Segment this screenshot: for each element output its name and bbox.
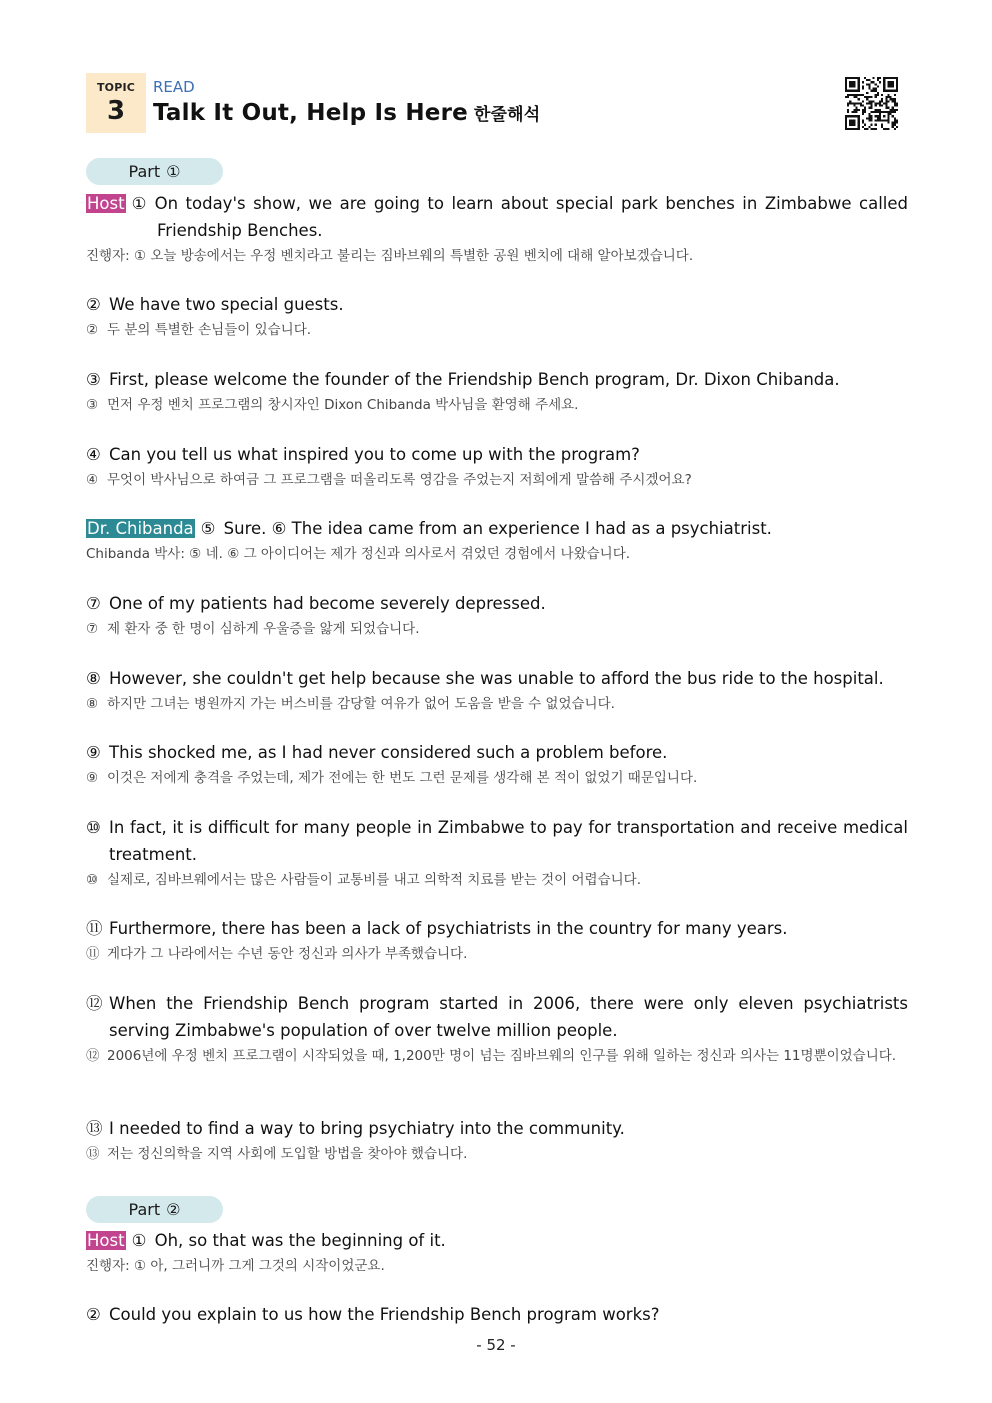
sentence-2-2 [86, 1301, 908, 1328]
qr-code-icon[interactable] [845, 77, 898, 130]
sentence-number: ⑩ [86, 818, 101, 837]
sentence-text: Furthermore, there has been a lack of psychiatrists in the country for many years. [109, 919, 788, 938]
translation-number: ⑦ [86, 621, 99, 637]
sentence-text: We have two special guests. [109, 295, 344, 314]
translation-number: ⑩ [86, 872, 99, 888]
translation-number: ④ [86, 472, 99, 488]
page-number: - 52 - [476, 1336, 516, 1354]
sentence-en [86, 739, 908, 766]
speaker-tag-doctor: Dr. Chibanda [87, 519, 194, 538]
sentence-number: ⑧ [86, 669, 101, 688]
sentence-en [86, 441, 908, 468]
sentence-translation [86, 766, 908, 790]
sentence-text: Can you tell us what inspired you to come up with the program? [109, 445, 640, 464]
sentence-number: ③ [86, 370, 101, 389]
part-2-label: Part [128, 1200, 161, 1219]
sentence-1-13 [86, 1115, 908, 1166]
translation-number: ② [86, 322, 99, 338]
sentence-number: ⑪ [86, 919, 103, 938]
part-1-label: Part [128, 162, 161, 181]
topic-number: 3 [106, 96, 126, 126]
sentence-1-7 [86, 590, 908, 641]
sentence-translation [86, 393, 908, 417]
translation-text: 실제로, 짐바브웨에서는 많은 사람들이 교통비를 내고 의학적 치료를 받는 것이 어렵습니다. [107, 872, 642, 888]
sentence-text: On today's show, we are going to learn about special park benches in Zimbabwe called Friendship Benches. [154, 194, 908, 240]
sentence-en [86, 1115, 908, 1142]
sentence-translation [86, 1044, 908, 1068]
sentence-translation: 진행자: ① 아, 그러니까 그게 그것의 시작이었군요. [86, 1258, 385, 1274]
sentence-1-9 [86, 739, 908, 790]
translation-text: 하지만 그녀는 병원까지 가는 버스비를 감당할 여유가 없어 도움을 받을 수 없었습니다. [107, 696, 615, 712]
sentence-en [86, 590, 908, 617]
sentence-1-10 [86, 814, 908, 892]
sentence-translation [86, 318, 908, 342]
topic-badge [86, 73, 146, 133]
part-2-marker: ② [166, 1200, 181, 1219]
sentence-number: ⑬ [86, 1119, 103, 1138]
sentence-1-11 [86, 915, 908, 966]
sentence-en [86, 665, 908, 692]
sentence-translation [86, 617, 908, 641]
translation-text: 무엇이 박사님으로 하여금 그 프로그램을 떠올리도록 영감을 주었는지 저희에게 말씀해 주시겠어요? [107, 472, 692, 488]
sentence-translation [86, 1142, 908, 1166]
sentence-2-1 [86, 1227, 908, 1278]
part-2-pill [86, 1196, 223, 1223]
section-label: READ [153, 78, 195, 96]
sentence-en [86, 291, 908, 318]
translation-text: 이것은 저에게 충격을 주었는데, 제가 전에는 한 번도 그런 문제를 생각해 본 적이 없었기 때문입니다. [107, 770, 698, 786]
sentence-translation [86, 868, 908, 892]
sentence-text: Sure. ⑥ The idea came from an experience I had as a psychiatrist. [223, 519, 772, 538]
translation-number: ⑬ [86, 1146, 100, 1162]
translation-text: 게다가 그 나라에서는 수년 동안 정신과 의사가 부족했습니다. [107, 946, 468, 962]
sentence-number: ④ [86, 445, 101, 464]
sentence-number: ② [86, 295, 101, 314]
sentence-text: This shocked me, as I had never considered such a problem before. [109, 743, 668, 762]
sentence-1-8 [86, 665, 908, 716]
speaker-tag-host: Host [87, 1231, 125, 1250]
sentence-translation: Chibanda 박사: ⑤ 네. ⑥ 그 아이디어는 제가 정신과 의사로서 겪었던 경험에서 나왔습니다. [86, 546, 631, 562]
sentence-number: ① [131, 1231, 147, 1250]
sentence-translation [86, 692, 908, 716]
sentence-en [86, 190, 908, 244]
sentence-1-12 [86, 990, 908, 1068]
sentence-en [86, 990, 908, 1044]
sentence-text: Could you explain to us how the Friendship Bench program works? [109, 1305, 660, 1324]
sentence-translation [86, 468, 908, 492]
sentence-1-3 [86, 366, 908, 417]
sentence-number: ⑦ [86, 594, 101, 613]
page-title [153, 100, 540, 126]
sentence-1-4 [86, 441, 908, 492]
sentence-text: However, she couldn't get help because she was unable to afford the bus ride to the hospital. [109, 669, 884, 688]
title-subtitle: 한줄해석 [473, 105, 541, 125]
sentence-text: In fact, it is difficult for many people in Zimbabwe to pay for transportation and receive medical treatment. [109, 818, 908, 864]
title-text: Talk It Out, Help Is Here [153, 100, 468, 126]
sentence-text: One of my patients had become severely depressed. [109, 594, 546, 613]
topic-label: TOPIC [96, 81, 136, 94]
sentence-translation [86, 942, 908, 966]
sentence-number: ⑤ [200, 519, 216, 538]
translation-number: ⑪ [86, 946, 100, 962]
translation-number: ⑫ [86, 1048, 100, 1064]
sentence-1-1 [86, 190, 908, 268]
translation-text: 저는 정신의학을 지역 사회에 도입할 방법을 찾아야 했습니다. [107, 1146, 468, 1162]
sentence-text: Oh, so that was the beginning of it. [154, 1231, 446, 1250]
sentence-1-5 [86, 515, 908, 566]
translation-number: ⑧ [86, 696, 99, 712]
sentence-en [86, 1301, 908, 1328]
sentence-1-2 [86, 291, 908, 342]
sentence-en [86, 366, 908, 393]
translation-text: 먼저 우정 벤치 프로그램의 창시자인 Dixon Chibanda 박사님을 환영해 주세요. [107, 397, 579, 413]
translation-text: 두 분의 특별한 손님들이 있습니다. [107, 322, 312, 338]
part-1-pill [86, 158, 223, 185]
sentence-en [86, 814, 908, 868]
sentence-number: ② [86, 1305, 101, 1324]
sentence-number: ⑨ [86, 743, 101, 762]
translation-number: ③ [86, 397, 99, 413]
sentence-en [86, 515, 908, 542]
part-1-marker: ① [166, 162, 181, 181]
sentence-number: ⑫ [86, 994, 103, 1013]
sentence-en [86, 1227, 908, 1254]
translation-text: 2006년에 우정 벤치 프로그램이 시작되었을 때, 1,200만 명이 넘는 짐바브웨의 인구를 위해 일하는 정신과 의사는 11명뿐이었습니다. [107, 1048, 897, 1064]
translation-text: 제 환자 중 한 명이 심하게 우울증을 앓게 되었습니다. [107, 621, 420, 637]
speaker-tag-host: Host [87, 194, 125, 213]
sentence-en [86, 915, 908, 942]
sentence-text: First, please welcome the founder of the Friendship Bench program, Dr. Dixon Chibanda. [109, 370, 840, 389]
sentence-text: When the Friendship Bench program started in 2006, there were only eleven psychiatrists serving Zimbabwe's population of over twelve million people. [109, 994, 908, 1040]
translation-number: ⑨ [86, 770, 99, 786]
sentence-number: ① [131, 194, 147, 213]
sentence-translation: 진행자: ① 오늘 방송에서는 우정 벤치라고 불리는 짐바브웨의 특별한 공원 벤치에 대해 알아보겠습니다. [86, 248, 694, 264]
sentence-text: I needed to find a way to bring psychiatry into the community. [109, 1119, 625, 1138]
